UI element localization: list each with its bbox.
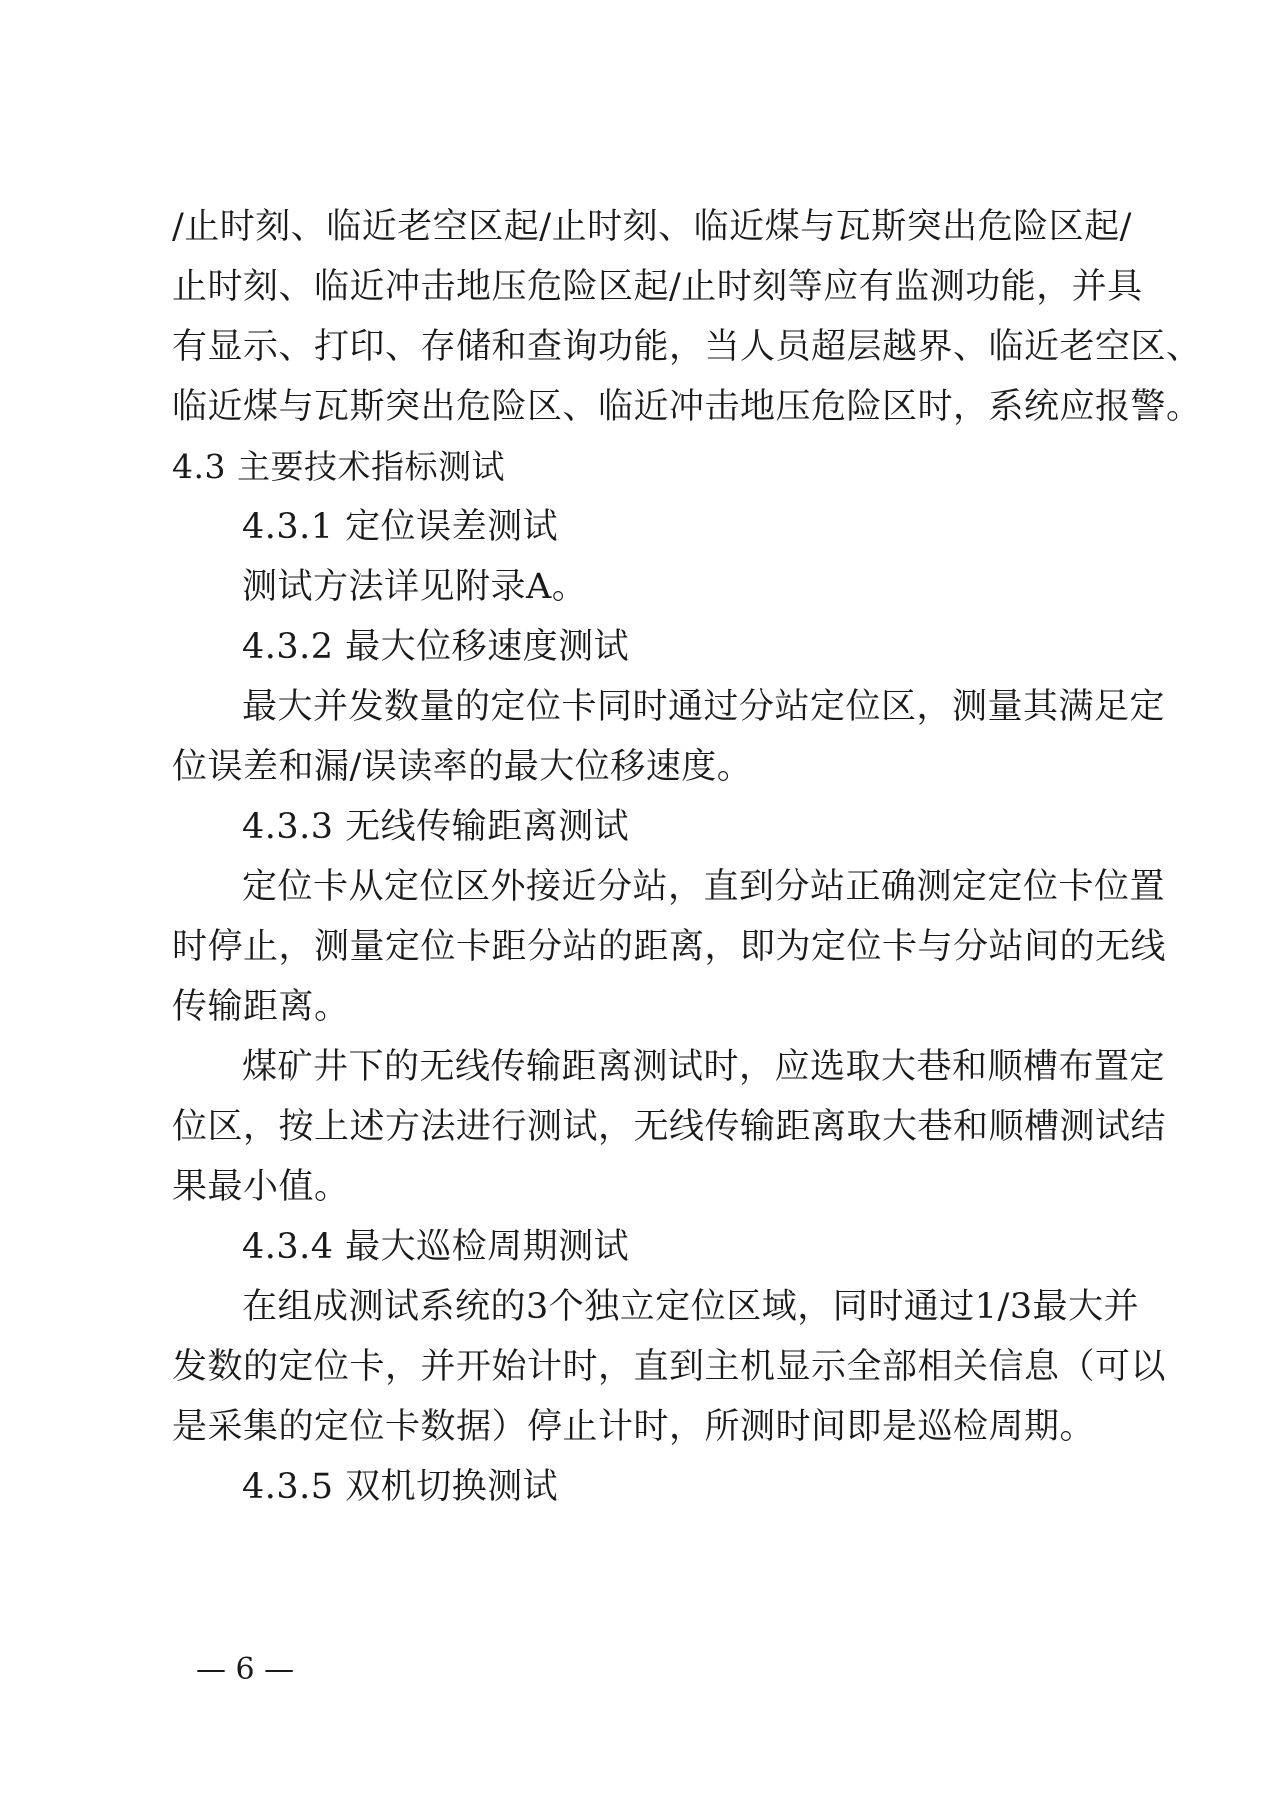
paragraph-line: 果最小值。: [172, 1167, 350, 1207]
paragraph-line: /止时刻、临近老空区起/止时刻、临近煤与瓦斯突出危险区起/: [172, 207, 1132, 247]
paragraph-line: 位误差和漏/误读率的最大位移速度。: [172, 747, 753, 787]
paragraph-line: 煤矿井下的无线传输距离测试时，应选取大巷和顺槽布置定: [242, 1047, 1166, 1087]
paragraph-line: 临近煤与瓦斯突出危险区、临近冲击地压危险区时，系统应报警。: [172, 387, 1202, 427]
subsection-heading: 4.3.4 最大巡检周期测试: [242, 1227, 630, 1267]
subsection-heading: 4.3.1 定位误差测试: [242, 507, 559, 547]
paragraph-line: 有显示、打印、存储和查询功能，当人员超层越界、临近老空区、: [172, 327, 1202, 367]
subsection-heading: 4.3.2 最大位移速度测试: [242, 627, 630, 667]
section-heading: 4.3 主要技术指标测试: [172, 447, 505, 486]
subsection-heading: 4.3.5 双机切换测试: [242, 1467, 559, 1507]
subsection-heading: 4.3.3 无线传输距离测试: [242, 807, 630, 847]
paragraph-line: 时停止，测量定位卡距分站的距离，即为定位卡与分站间的无线: [172, 927, 1167, 967]
paragraph-line: 发数的定位卡，并开始计时，直到主机显示全部相关信息（可以: [172, 1347, 1167, 1387]
paragraph-line: 测试方法详见附录A。: [242, 567, 588, 607]
paragraph-line: 定位卡从定位区外接近分站，直到分站正确测定定位卡位置: [242, 867, 1166, 907]
paragraph-line: 最大并发数量的定位卡同时通过分站定位区，测量其满足定: [242, 687, 1166, 727]
paragraph-line: 在组成测试系统的3个独立定位区域，同时通过1/3最大并: [242, 1287, 1140, 1327]
paragraph-line: 传输距离。: [172, 987, 350, 1027]
page-number: — 6 —: [196, 1652, 295, 1687]
paragraph-line: 止时刻、临近冲击地压危险区起/止时刻等应有监测功能，并具: [172, 267, 1143, 307]
paragraph-line: 是采集的定位卡数据）停止计时，所测时间即是巡检周期。: [172, 1407, 1096, 1447]
paragraph-line: 位区，按上述方法进行测试，无线传输距离取大巷和顺槽测试结: [172, 1107, 1167, 1147]
